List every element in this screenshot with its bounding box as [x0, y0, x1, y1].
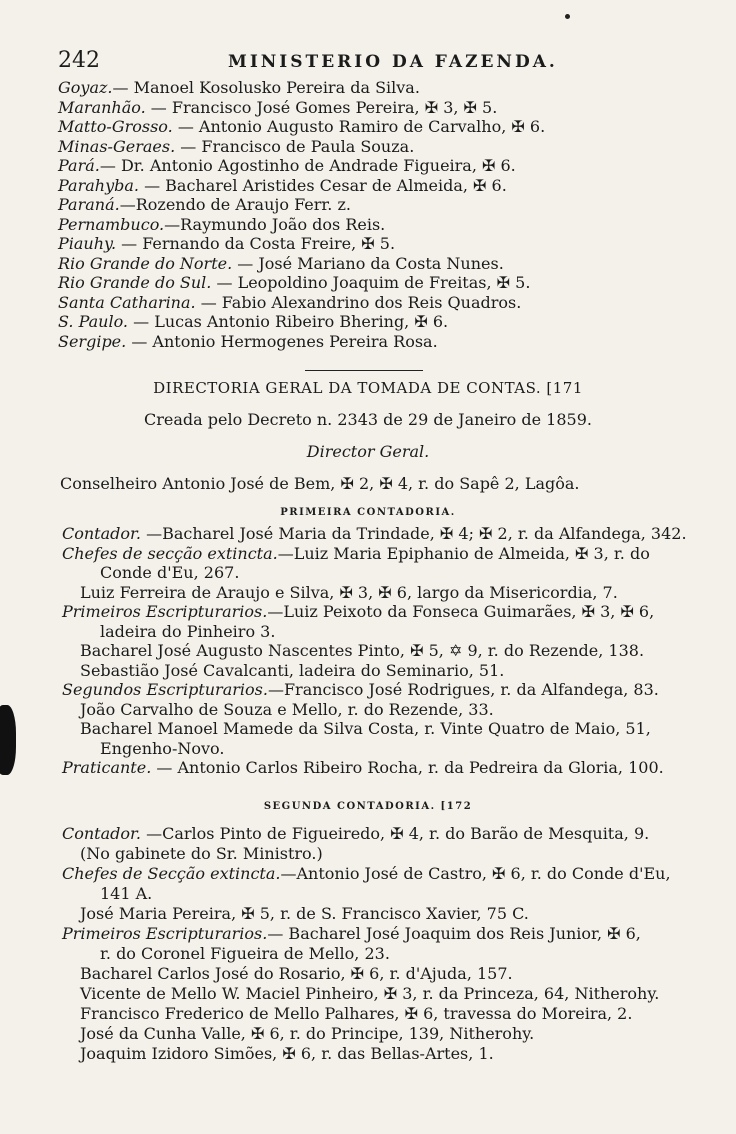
entry-text: — Lucas Antonio Ribeiro Bhering, ✠ 6. — [128, 312, 449, 331]
entry-label: Rio Grande do Norte. — [58, 253, 233, 273]
staff-entry — [100, 884, 152, 904]
entry-text: (No gabinete do Sr. Ministro.) — [80, 844, 323, 863]
province-entry — [58, 234, 395, 254]
province-entry — [58, 156, 516, 176]
entry-label: Primeiros Escripturarios. — [62, 924, 268, 943]
entry-text: Bacharel José Augusto Nascentes Pinto, ✠ 5, ✡ 9, r. do Rezende, 138. — [80, 641, 645, 660]
staff-entry — [80, 583, 618, 603]
entry-text: —Carlos Pinto de Figueiredo, ✠ 4, r. do Barão de Mesquita, 9. — [141, 824, 650, 843]
province-entry — [58, 254, 504, 274]
entry-label: Chefes de Secção extincta. — [62, 864, 281, 883]
first-accounting-heading: PRIMEIRA CONTADORIA. — [280, 507, 456, 518]
entry-text: José da Cunha Valle, ✠ 6, r. do Principe, 139, Nitherohy. — [80, 1024, 535, 1043]
entry-label: Santa Catharina. — [58, 292, 196, 312]
staff-entry — [62, 524, 687, 544]
entry-text: — Antonio Augusto Ramiro de Carvalho, ✠ 6. — [172, 117, 546, 136]
entry-label: Paraná. — [58, 195, 120, 214]
entry-text: — José Mariano da Costa Nunes. — [232, 253, 504, 273]
entry-text: — Fabio Alexandrino dos Reis Quadros. — [195, 292, 522, 312]
province-entry — [58, 176, 507, 196]
staff-entry — [62, 758, 664, 778]
staff-entry — [80, 661, 504, 681]
entry-text: ladeira do Pinheiro 3. — [100, 621, 276, 641]
entry-text: — Bacharel José Joaquim dos Reis Junior, ✠ 6, — [267, 924, 641, 943]
entry-label: Chefes de secção extincta. — [62, 543, 278, 563]
staff-entry — [80, 964, 513, 984]
entry-text: — Antonio Hermogenes Pereira Rosa. — [126, 331, 438, 351]
entry-text: — Antonio Carlos Ribeiro Rocha, r. da Pedreira da Gloria, 100. — [151, 758, 664, 777]
staff-entry — [100, 622, 275, 642]
entry-text: Bacharel Manoel Mamede da Silva Costa, r. Vinte Quatro de Maio, 51, — [80, 719, 651, 738]
entry-text: — Manoel Kosolusko Pereira da Silva. — [112, 78, 420, 97]
staff-entry — [100, 944, 390, 964]
entry-label: Matto-Grosso. — [58, 117, 173, 136]
entry-text: —Luiz Peixoto da Fonseca Guimarães, ✠ 3, ✠ 6, — [267, 602, 655, 621]
entry-label: Parahyba. — [58, 175, 139, 195]
staff-entry — [62, 864, 671, 884]
staff-entry — [100, 739, 224, 759]
staff-entry — [80, 844, 323, 864]
decree-line: Creada pelo Decreto n. 2343 de 29 de Janeiro de 1859. — [144, 410, 592, 429]
entry-text: — Francisco José Gomes Pereira, ✠ 3, ✠ 5. — [145, 97, 498, 117]
entry-text: —Francisco José Rodrigues, r. da Alfandega, 83. — [267, 680, 659, 699]
director-title: Director Geral. — [306, 442, 430, 461]
province-entry — [58, 98, 497, 118]
entry-text: Francisco Frederico de Mello Palhares, ✠ 6, travessa do Moreira, 2. — [80, 1004, 633, 1023]
entry-text: — Leopoldino Joaquim de Freitas, ✠ 5. — [211, 273, 531, 292]
staff-entry — [100, 563, 239, 583]
entry-label: Contador. — [62, 524, 141, 543]
entry-label: Rio Grande do Sul. — [58, 273, 212, 292]
entry-text: —Bacharel José Maria da Trindade, ✠ 4; ✠ 2, r. da Alfandega, 342. — [141, 524, 687, 543]
entry-text: Joaquim Izidoro Simões, ✠ 6, r. das Bellas-Artes, 1. — [80, 1044, 494, 1063]
entry-label: Maranhão. — [58, 97, 146, 117]
page-header — [58, 48, 676, 78]
province-entry — [58, 195, 351, 215]
staff-entry — [80, 1004, 632, 1024]
entry-text: —Antonio José de Castro, ✠ 6, r. do Conde d'Eu, — [280, 864, 671, 883]
staff-entry — [80, 904, 529, 924]
staff-entry — [80, 641, 644, 661]
entry-label: Praticante. — [62, 758, 152, 777]
province-entry — [58, 215, 385, 235]
province-entry — [58, 332, 438, 352]
entry-label: Segundos Escripturarios. — [62, 680, 268, 699]
entry-text: 141 A. — [100, 884, 153, 903]
province-entry — [58, 78, 420, 98]
director-line: Conselheiro Antonio José de Bem, ✠ 2, ✠ 4, r. do Sapê 2, Lagôa. — [60, 474, 580, 493]
province-entry — [58, 117, 545, 137]
entry-label: S. Paulo. — [58, 312, 129, 331]
staff-entry — [80, 984, 659, 1004]
staff-entry — [80, 700, 494, 720]
entry-text: Luiz Ferreira de Araujo e Silva, ✠ 3, ✠ 6, largo da Misericordia, 7. — [80, 582, 618, 602]
staff-entry — [80, 1024, 534, 1044]
staff-entry — [62, 544, 650, 564]
entry-text: José Maria Pereira, ✠ 5, r. de S. Francisco Xavier, 75 C. — [80, 904, 529, 923]
entry-label: Primeiros Escripturarios. — [62, 602, 268, 621]
entry-text: Bacharel Carlos José do Rosario, ✠ 6, r. d'Ajuda, 157. — [80, 964, 513, 983]
entry-text: — Fernando da Costa Freire, ✠ 5. — [116, 234, 396, 253]
entry-text: — Francisco de Paula Souza. — [175, 136, 415, 156]
entry-text: —Luiz Maria Epiphanio de Almeida, ✠ 3, r. do — [277, 543, 650, 563]
binding-shadow — [0, 705, 16, 775]
running-title: MINISTERIO DA FAZENDA. — [228, 52, 558, 72]
entry-label: Minas-Geraes. — [58, 136, 176, 156]
entry-label: Pernambuco. — [58, 214, 165, 234]
entry-text: Engenho-Novo. — [100, 738, 225, 758]
province-entry — [58, 312, 448, 332]
entry-label: Sergipe. — [58, 331, 127, 351]
province-entry — [58, 293, 521, 313]
entry-label: Contador. — [62, 824, 141, 843]
entry-text: — Dr. Antonio Agostinho de Andrade Figueira, ✠ 6. — [99, 156, 516, 175]
entry-text: Vicente de Mello W. Maciel Pinheiro, ✠ 3, r. da Princeza, 64, Nitherohy. — [80, 984, 660, 1003]
entry-text: Conde d'Eu, 267. — [100, 563, 240, 582]
entry-label: Pará. — [58, 156, 100, 175]
entry-label: Goyaz. — [58, 78, 113, 97]
page-number: 242 — [58, 48, 100, 73]
staff-entry — [80, 719, 651, 739]
entry-text: Sebastião José Cavalcanti, ladeira do Seminario, 51. — [80, 660, 505, 680]
entry-text: —Raymundo João dos Reis. — [164, 214, 386, 234]
second-accounting-heading: SEGUNDA CONTADORIA. [172 — [263, 801, 473, 812]
staff-entry — [80, 1044, 494, 1064]
entry-text: João Carvalho de Souza e Mello, r. do Rezende, 33. — [80, 699, 494, 719]
staff-entry — [62, 824, 649, 844]
ink-speck — [565, 14, 570, 19]
section-rule — [305, 370, 423, 371]
staff-entry — [62, 602, 654, 622]
entry-label: Piauhy. — [58, 234, 117, 253]
staff-entry — [62, 680, 659, 700]
province-entry — [58, 273, 530, 293]
province-entry — [58, 137, 414, 157]
entry-text: r. do Coronel Figueira de Mello, 23. — [100, 944, 390, 963]
entry-text: —Rozendo de Araujo Ferr. z. — [119, 195, 351, 214]
entry-text: — Bacharel Aristides Cesar de Almeida, ✠ 6. — [138, 175, 507, 195]
staff-entry — [62, 924, 641, 944]
section-heading: DIRECTORIA GERAL DA TOMADA DE CONTAS. [171 — [153, 379, 583, 397]
